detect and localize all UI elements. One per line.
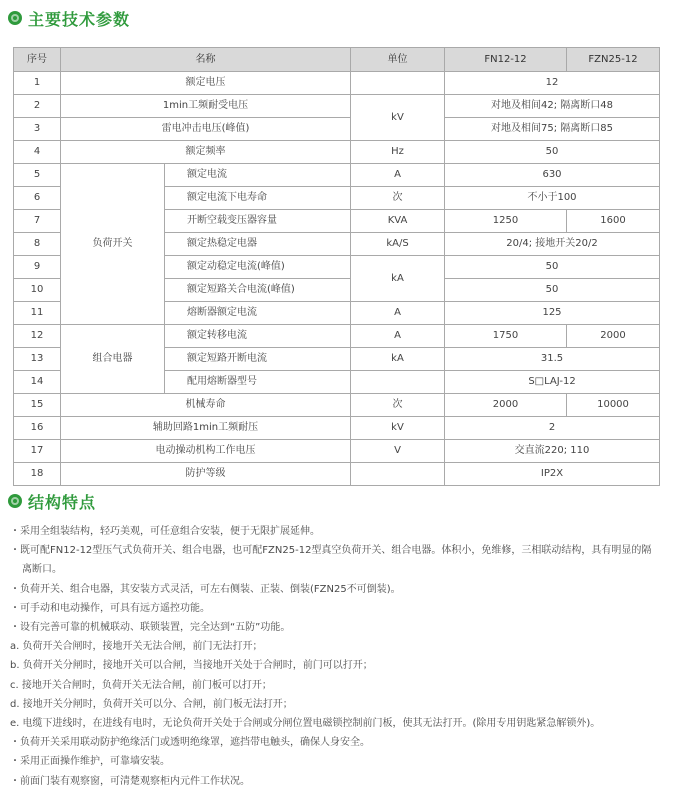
row-no: 6 — [14, 187, 61, 210]
row-value-fzn25: 2000 — [567, 325, 660, 348]
feature-item: d. 接地开关分闸时，负荷开关可以分、合闸，前门板无法打开； — [10, 698, 293, 710]
feature-list — [10, 522, 660, 791]
section-heading-specs — [8, 7, 130, 29]
row-unit — [351, 72, 445, 95]
section-title: 主要技术参数 — [28, 9, 131, 29]
row-value: 对地及相间42; 隔离断口48 — [445, 95, 660, 118]
feature-item: ・采用全组装结构，轻巧美观，可任意组合安装，便于无限扩展延伸。 — [10, 526, 320, 537]
row-value: 50 — [445, 141, 660, 164]
row-name: 机械寿命 — [61, 394, 351, 417]
row-value-fzn25: 1600 — [567, 210, 660, 233]
header-cell-fzn25: FZN25-12 — [567, 48, 660, 72]
row-no: 8 — [14, 233, 61, 256]
row-name: 防护等级 — [61, 463, 351, 486]
feature-item: ・采用正面操作维护，可靠墙安装。 — [10, 756, 170, 768]
row-no: 11 — [14, 302, 61, 325]
feature-item: ・设有完善可靠的机械联动、联锁装置，完全达到“五防”功能。 — [10, 622, 291, 634]
row-unit: 次 — [351, 394, 445, 417]
feature-item: b. 负荷开关分闸时，接地开关可以合闸，当接地开关处于合闸时，前门可以打开； — [10, 660, 373, 672]
row-unit: V — [351, 440, 445, 463]
feature-item: ・负荷开关采用联动防护绝缘活门或透明绝缘罩，遮挡带电触头，确保人身安全。 — [10, 737, 370, 749]
row-value: S□LAJ-12 — [445, 371, 660, 394]
row-no: 3 — [14, 118, 61, 141]
row-no: 5 — [14, 164, 61, 187]
row-value: 2 — [445, 417, 660, 440]
row-value-fzn25: 10000 — [567, 394, 660, 417]
row-name: 1min工频耐受电压 — [61, 95, 351, 118]
row-no: 1 — [14, 72, 61, 95]
row-no: 9 — [14, 256, 61, 279]
table-row — [14, 394, 660, 417]
row-unit: A — [351, 325, 445, 348]
row-name: 额定短路开断电流 — [165, 348, 351, 371]
row-no: 16 — [14, 417, 61, 440]
row-value: 12 — [445, 72, 660, 95]
row-unit: A — [351, 164, 445, 187]
row-name: 额定频率 — [61, 141, 351, 164]
row-value: 对地及相间75; 隔离断口85 — [445, 118, 660, 141]
row-name: 额定电流下电寿命 — [165, 187, 351, 210]
feature-item: ・前面门装有观察窗，可清楚观察柜内元件工作状况。 — [10, 775, 250, 787]
header-cell-no: 序号 — [14, 48, 61, 72]
row-name: 电动操动机构工作电压 — [61, 440, 351, 463]
row-value-fn12: 2000 — [445, 394, 567, 417]
row-value: 50 — [445, 256, 660, 279]
feature-item: c. 接地开关合闸时，负荷开关无法合闸，前门板可以打开； — [10, 679, 272, 691]
table-row — [14, 141, 660, 164]
table-row — [14, 417, 660, 440]
row-value: 20/4; 接地开关20/2 — [445, 233, 660, 256]
section-heading-features — [8, 490, 96, 512]
table-header-row — [14, 48, 660, 72]
row-no: 17 — [14, 440, 61, 463]
feature-item: a. 负荷开关合闸时，接地开关无法合闸，前门无法打开； — [10, 641, 263, 653]
row-name: 额定短路关合电流(峰值) — [165, 279, 351, 302]
row-value-fn12: 1750 — [445, 325, 567, 348]
spec-table — [13, 47, 660, 486]
row-no: 10 — [14, 279, 61, 302]
row-unit — [351, 463, 445, 486]
section-title: 结构特点 — [28, 492, 97, 512]
row-no: 2 — [14, 95, 61, 118]
row-no: 4 — [14, 141, 61, 164]
table-row — [14, 440, 660, 463]
row-no: 15 — [14, 394, 61, 417]
row-name: 额定动稳定电流(峰值) — [165, 256, 351, 279]
row-unit: kA/S — [351, 233, 445, 256]
row-value: 不小于100 — [445, 187, 660, 210]
row-name: 开断空载变压器容量 — [165, 210, 351, 233]
row-unit: kV — [351, 95, 445, 141]
feature-item: ・既可配FN12-12型压气式负荷开关、组合电器，也可配FZN25-12型真空负荷开关、组合电器。体积小，免维修，三相联动结构，具有明显的隔离断口。 — [10, 545, 652, 576]
row-unit: 次 — [351, 187, 445, 210]
row-unit — [351, 371, 445, 394]
row-name: 熔断器额定电流 — [165, 302, 351, 325]
row-group: 组合电器 — [61, 325, 165, 394]
row-unit: Hz — [351, 141, 445, 164]
row-no: 7 — [14, 210, 61, 233]
table-row — [14, 118, 660, 141]
header-cell-name: 名称 — [61, 48, 351, 72]
row-unit: kV — [351, 417, 445, 440]
feature-item: ・负荷开关、组合电器，其安装方式灵活，可左右侧装、正装、倒装(FZN25不可倒装)。 — [10, 583, 401, 595]
row-name: 额定电压 — [61, 72, 351, 95]
header-cell-unit: 单位 — [351, 48, 445, 72]
row-value: 630 — [445, 164, 660, 187]
row-name: 配用熔断器型号 — [165, 371, 351, 394]
row-value: 50 — [445, 279, 660, 302]
row-value: 125 — [445, 302, 660, 325]
row-value: 31.5 — [445, 348, 660, 371]
table-row — [14, 72, 660, 95]
row-name: 雷电冲击电压(峰值) — [61, 118, 351, 141]
row-value: IP2X — [445, 463, 660, 486]
row-unit: KVA — [351, 210, 445, 233]
row-unit: kA — [351, 348, 445, 371]
row-no: 12 — [14, 325, 61, 348]
table-row — [14, 164, 660, 187]
section-bullet-icon — [8, 11, 22, 25]
table-row — [14, 325, 660, 348]
row-name: 辅助回路1min工频耐压 — [61, 417, 351, 440]
row-no: 18 — [14, 463, 61, 486]
row-value: 交直流220; 110 — [445, 440, 660, 463]
table-row — [14, 95, 660, 118]
feature-item: ・可手动和电动操作，可具有远方遥控功能。 — [10, 602, 210, 614]
row-value-fn12: 1250 — [445, 210, 567, 233]
row-name: 额定转移电流 — [165, 325, 351, 348]
row-no: 13 — [14, 348, 61, 371]
row-name: 额定电流 — [165, 164, 351, 187]
feature-item: e. 电缆下进线时，在进线有电时，无论负荷开关处于合闸或分闸位置电磁锁控制前门板，使其无法打开。(除用专用钥匙紧急解锁外)。 — [10, 718, 601, 730]
row-name: 额定热稳定电器 — [165, 233, 351, 256]
header-cell-fn12: FN12-12 — [445, 48, 567, 72]
section-bullet-icon — [8, 494, 22, 508]
row-no: 14 — [14, 371, 61, 394]
row-group: 负荷开关 — [61, 164, 165, 325]
table-row — [14, 463, 660, 486]
row-unit: A — [351, 302, 445, 325]
row-unit: kA — [351, 256, 445, 302]
